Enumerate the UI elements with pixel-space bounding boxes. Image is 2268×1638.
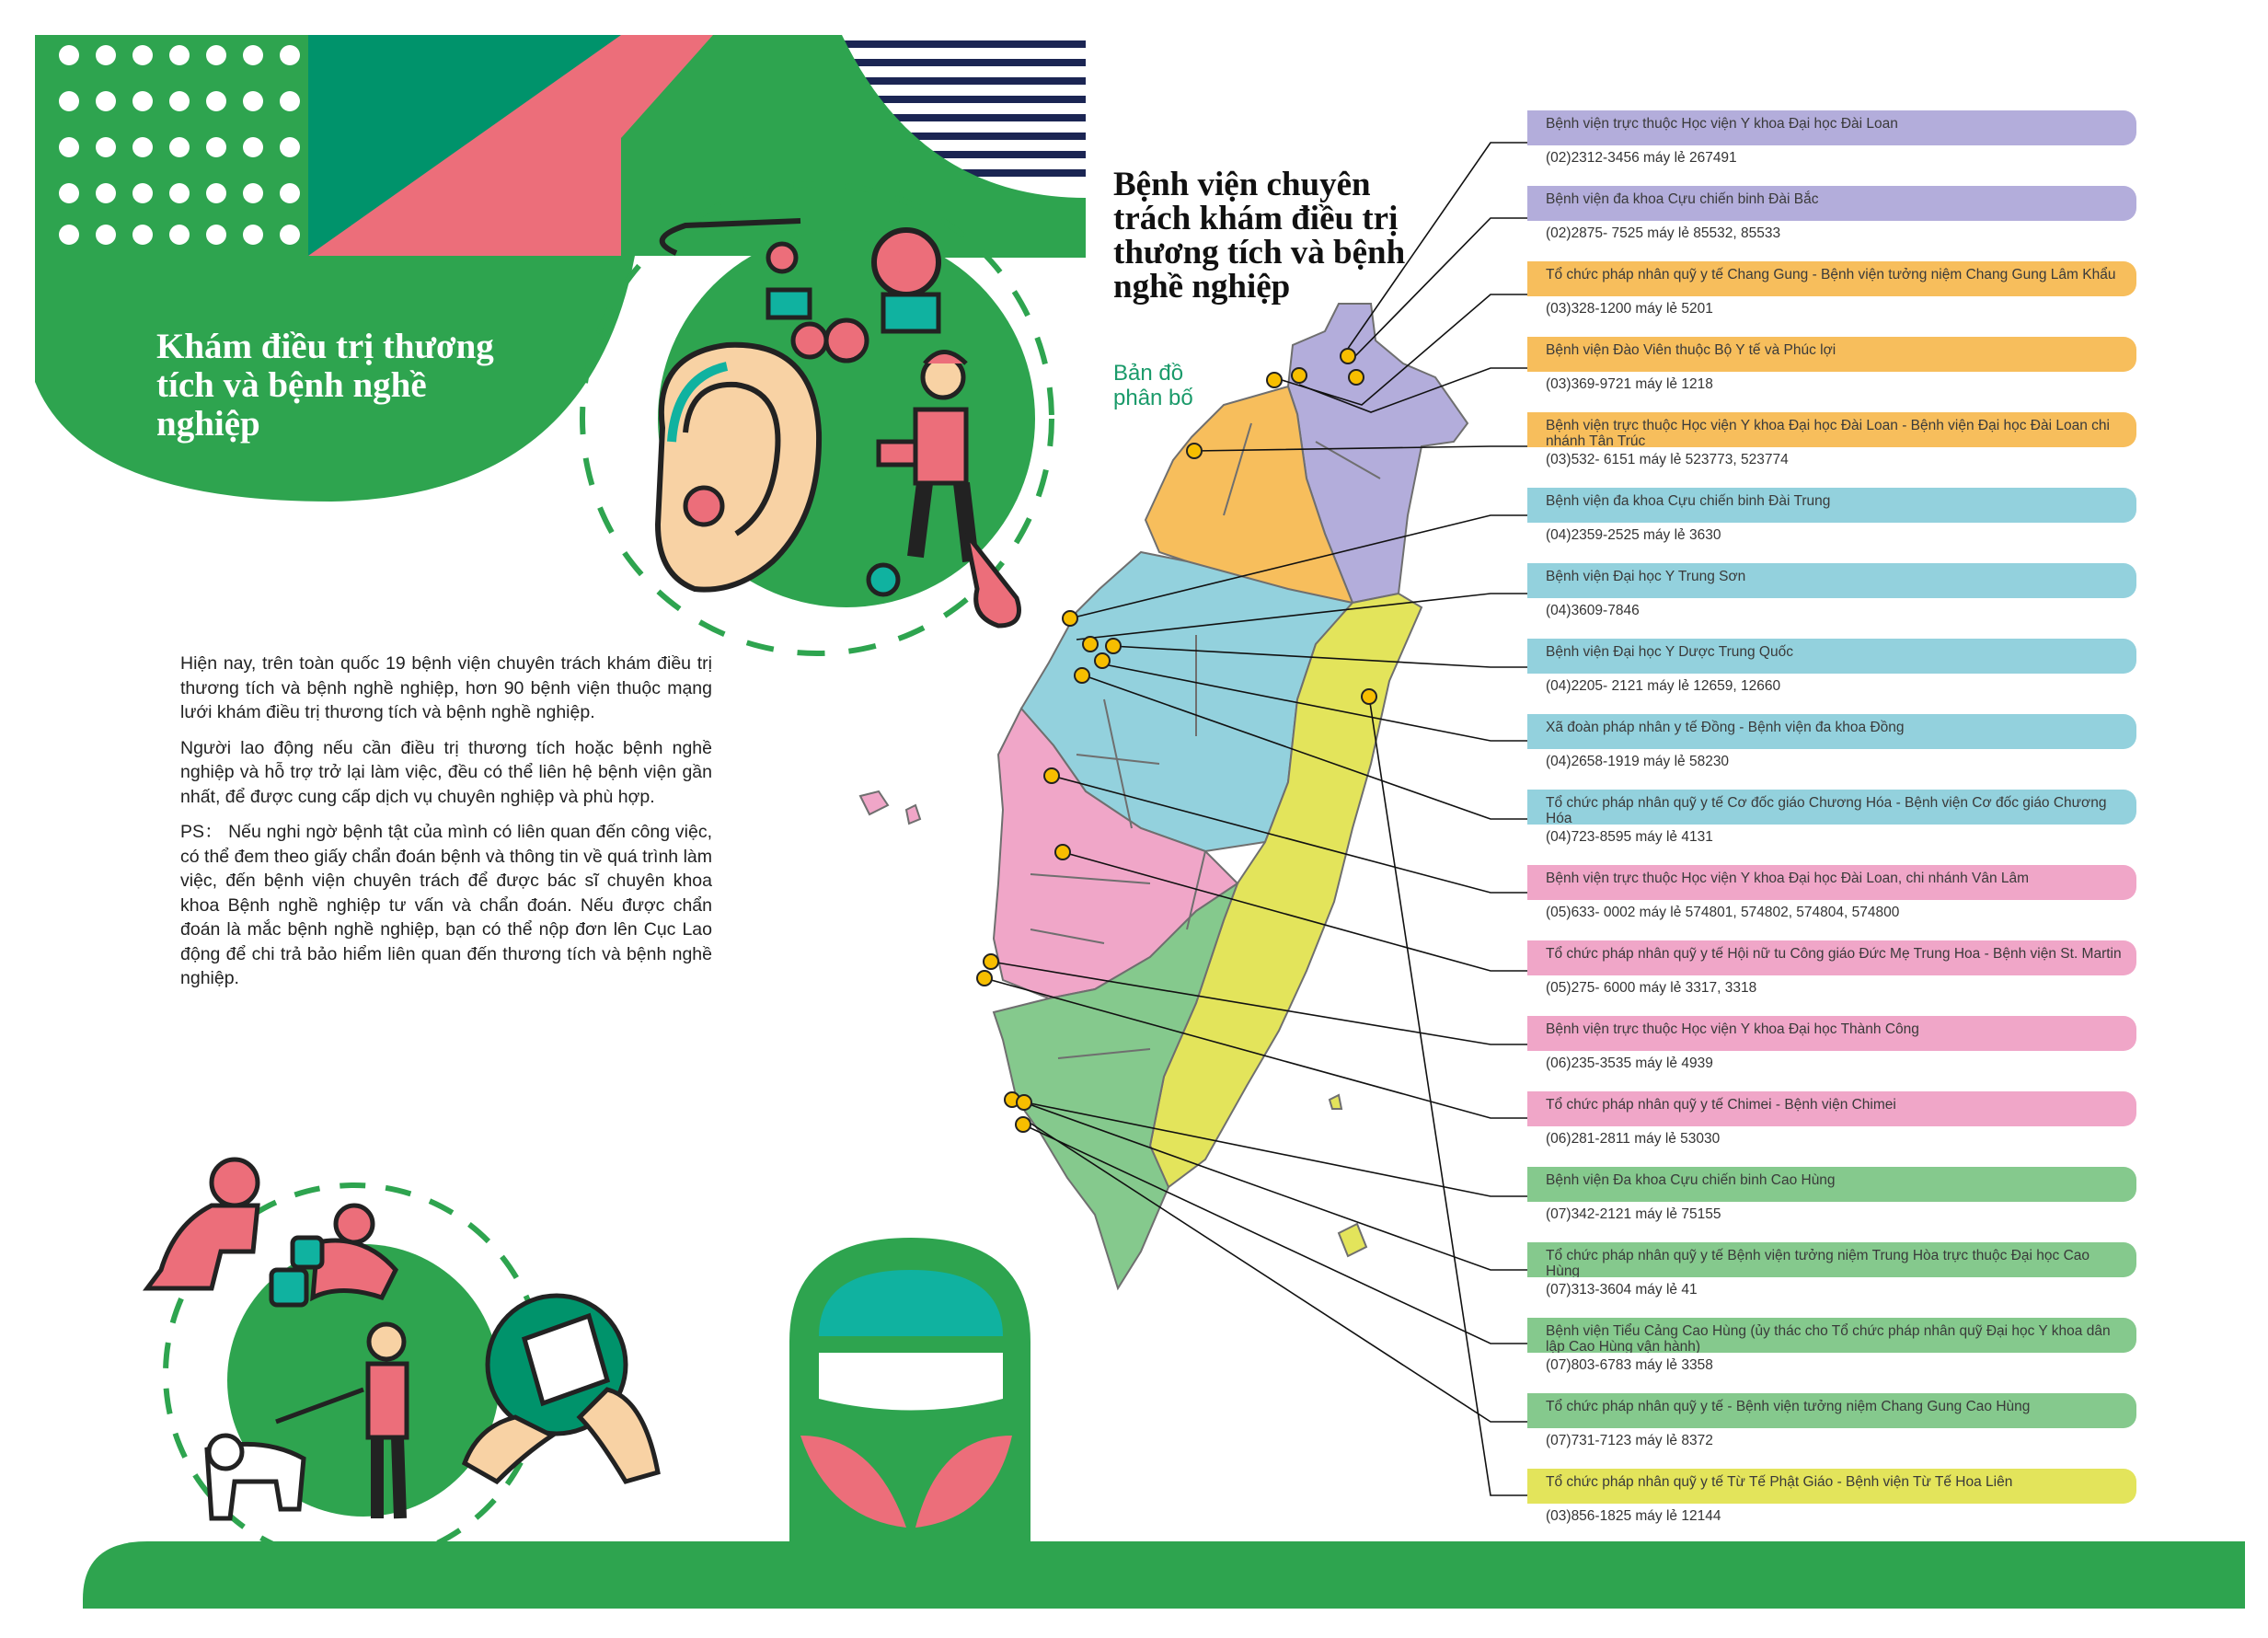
hospital-entry: [1527, 1091, 2136, 1149]
hospital-name: Bệnh viện Đa khoa Cựu chiến binh Cao Hùng: [1527, 1167, 2136, 1202]
paragraph-2: Người lao động nếu cần điều trị thương tích hoặc bệnh nghề nghiệp và hỗ trợ trở lại làm việc, đều có thể liên hệ bệnh viện gần nhất, để được cung cấp dịch vụ chuyên nghiệp và phù hợp.: [180, 737, 712, 807]
hospital-entry: [1527, 790, 2136, 848]
hospital-phone: (04)2658-1919 máy lẻ 58230: [1546, 754, 1730, 769]
hospital-entry: [1527, 714, 2136, 772]
hospital-phone: (07)342-2121 máy lẻ 75155: [1546, 1206, 1721, 1222]
hospital-entry: [1527, 1167, 2136, 1225]
hospital-name: Bệnh viện trực thuộc Học viện Y khoa Đại học Đài Loan - Bệnh viện Đại học Đài Loan chi nhánh Tân Trúc: [1527, 412, 2136, 447]
hospital-phone: (03)369-9721 máy lẻ 1218: [1546, 376, 1713, 392]
intro-text: [180, 652, 712, 1002]
hospital-name: Tổ chức pháp nhân quỹ y tế Bệnh viện tưởng niệm Trung Hòa trực thuộc Đại học Cao Hùng: [1527, 1242, 2136, 1277]
hospital-phone: (04)2205- 2121 máy lẻ 12659, 12660: [1546, 678, 1781, 694]
hospital-name: Bệnh viện Đại học Y Dược Trung Quốc: [1527, 639, 2136, 674]
hospital-phone: (07)313-3604 máy lẻ 41: [1546, 1282, 1698, 1298]
hospital-entry: [1527, 261, 2136, 319]
map-subtitle: Bản đồ phân bố: [1113, 361, 1193, 410]
hospital-phone: (03)856-1825 máy lẻ 12144: [1546, 1508, 1721, 1524]
hospital-entry: [1527, 563, 2136, 621]
hospital-phone: (06)235-3535 máy lẻ 4939: [1546, 1055, 1713, 1071]
hospital-entry: [1527, 488, 2136, 546]
hospital-phone: (04)723-8595 máy lẻ 4131: [1546, 829, 1713, 845]
hospital-phone: (05)633- 0002 máy lẻ 574801, 574802, 574804, 574800: [1546, 905, 1900, 920]
hospital-entry: [1527, 337, 2136, 395]
hospital-name: Tổ chức pháp nhân quỹ y tế Chimei - Bệnh viện Chimei: [1527, 1091, 2136, 1126]
paragraph-1: Hiện nay, trên toàn quốc 19 bệnh viện chuyên trách khám điều trị thương tích và bệnh nghề nghiệp, hơn 90 bệnh viện thuộc mạng lưới khám điều trị thương tích và bệnh nghề nghiệp.: [180, 653, 712, 722]
hospital-phone: (04)2359-2525 máy lẻ 3630: [1546, 527, 1721, 543]
hospital-name: Bệnh viện Tiểu Cảng Cao Hùng (ủy thác cho Tổ chức pháp nhân quỹ Đại học Y khoa dân lập Cao Hùng vận hành): [1527, 1318, 2136, 1353]
hospital-entry: [1527, 865, 2136, 923]
hospital-phone: (07)731-7123 máy lẻ 8372: [1546, 1433, 1713, 1448]
hospital-name: Tổ chức pháp nhân quỹ y tế Hội nữ tu Công giáo Đức Mẹ Trung Hoa - Bệnh viện St. Martin: [1527, 940, 2136, 975]
hospital-phone: (06)281-2811 máy lẻ 53030: [1546, 1131, 1721, 1147]
hospital-entry: [1527, 940, 2136, 998]
hospital-name: Tổ chức pháp nhân quỹ y tế Chang Gung - Bệnh viện tưởng niệm Chang Gung Lâm Khẩu: [1527, 261, 2136, 296]
hospital-entry: [1527, 639, 2136, 697]
hospital-entry: [1527, 1469, 2136, 1527]
hospital-name: Bệnh viện trực thuộc Học viện Y khoa Đại học Thành Công: [1527, 1016, 2136, 1051]
hospital-phone: (02)2875- 7525 máy lẻ 85532, 85533: [1546, 225, 1781, 241]
hospital-name: Tổ chức pháp nhân quỹ y tế Từ Tế Phật Giáo - Bệnh viện Từ Tế Hoa Liên: [1527, 1469, 2136, 1504]
hospital-entry: [1527, 1318, 2136, 1376]
hospital-entry: [1527, 412, 2136, 470]
hospital-name: Bệnh viện Đào Viên thuộc Bộ Y tế và Phúc lợi: [1527, 337, 2136, 372]
hospital-entry: [1527, 110, 2136, 168]
map-title: Bệnh viện chuyên trách khám điều trị thương tích và bệnh nghề nghiệp: [1113, 166, 1406, 306]
hospital-name: Tổ chức pháp nhân quỹ y tế Cơ đốc giáo Chương Hóa - Bệnh viện Cơ đốc giáo Chương Hóa: [1527, 790, 2136, 825]
hospital-entry: [1527, 1393, 2136, 1451]
hospital-phone: (07)803-6783 máy lẻ 3358: [1546, 1357, 1713, 1373]
hospital-phone: (02)2312-3456 máy lẻ 267491: [1546, 150, 1737, 166]
hospital-phone: (04)3609-7846: [1546, 603, 1640, 618]
hospital-name: Tổ chức pháp nhân quỹ y tế - Bệnh viện tưởng niệm Chang Gung Cao Hùng: [1527, 1393, 2136, 1428]
paragraph-3: PS： Nếu nghi ngờ bệnh tật của mình có liên quan đến công việc, có thể đem theo giấy chẩn đoán bệnh và thông tin về quá trình làm việc, đến bệnh viện chuyên trách để được bác sĩ chuyên khoa khoa Bệnh nghề nghiệp tư vấn và chẩn đoán. Nếu được chẩn đoán là mắc bệnh nghề nghiệp, bạn có thể nộp đơn lên Cục Lao động để chi trả bảo hiểm liên quan đến thương tích và bệnh nghề nghiệp.: [180, 822, 712, 988]
hospital-name: Bệnh viện Đại học Y Trung Sơn: [1527, 563, 2136, 598]
hospital-entry: [1527, 1242, 2136, 1300]
hospital-name: Bệnh viện trực thuộc Học viện Y khoa Đại học Đài Loan, chi nhánh Vân Lâm: [1527, 865, 2136, 900]
hospital-name: Bệnh viện đa khoa Cựu chiến binh Đài Trung: [1527, 488, 2136, 523]
hospital-name: Bệnh viện đa khoa Cựu chiến binh Đài Bắc: [1527, 186, 2136, 221]
hospital-name: Xã đoàn pháp nhân y tế Đồng - Bệnh viện đa khoa Đồng: [1527, 714, 2136, 749]
page-title: Khám điều trị thương tích và bệnh nghề nghiệp: [156, 327, 494, 444]
hospital-name: Bệnh viện trực thuộc Học viện Y khoa Đại học Đài Loan: [1527, 110, 2136, 145]
hospital-phone: (03)328-1200 máy lẻ 5201: [1546, 301, 1713, 317]
hospital-entry: [1527, 1016, 2136, 1074]
rehab-illustration: [147, 1159, 658, 1563]
hospital-phone: (03)532- 6151 máy lẻ 523773, 523774: [1546, 452, 1789, 467]
hospital-phone: (05)275- 6000 máy lẻ 3317, 3318: [1546, 980, 1757, 996]
hospital-entry: [1527, 186, 2136, 244]
